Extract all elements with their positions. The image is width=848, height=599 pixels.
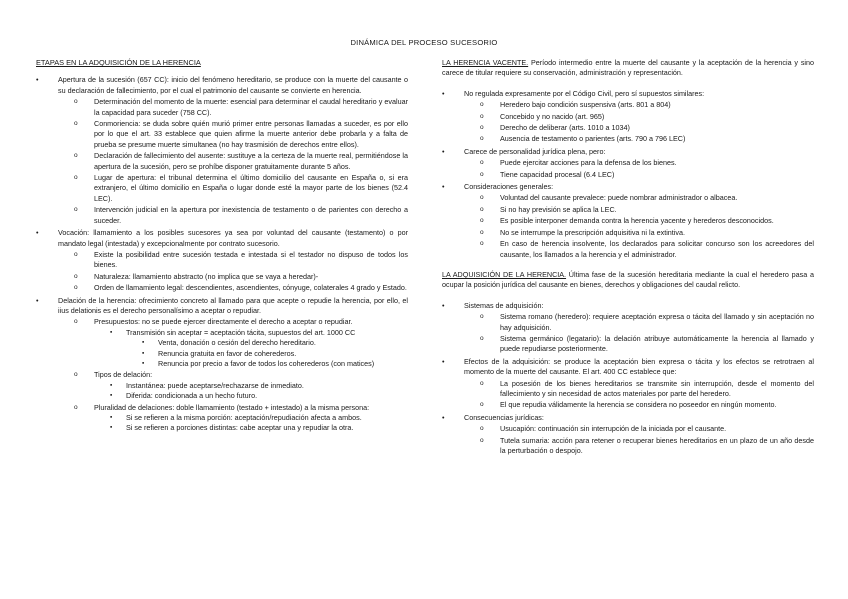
list-item xyxy=(74,403,408,434)
sub-list xyxy=(94,328,408,370)
list-item-text: Sistema romano (heredero): requiere aceptación expresa o tácita del llamado y sin aceptación no hay adquisición. xyxy=(500,312,814,332)
adquisicion-list xyxy=(442,301,814,457)
list-item xyxy=(74,119,408,150)
left-column xyxy=(36,58,408,436)
sub-list xyxy=(464,424,814,456)
list-item-text: Consecuencias jurídicas: xyxy=(464,412,544,422)
document-title: DINÁMICA DEL PROCESO SUCESORIO xyxy=(350,38,498,47)
list-item-text: Si no hay previsión se aplica la LEC. xyxy=(500,204,617,214)
list-item-text: Apertura de la sucesión (657 CC): inicio del fenómeno hereditario, se produce con la muerte del causante o su declaración de fallecimiento, por el cual el patrimonio del causante se convierte en herencia. xyxy=(58,75,408,95)
list-item-text: Conmoriencia: se duda sobre quién murió primer entre personas llamadas a suceder, es por ello por lo que el art. 33 establece que quien afirme la muerte anterior debe probarla y a falta de prueba se presume muerte simultanea (no hay trasmisión de derechos entre ellos). xyxy=(94,119,408,149)
list-item-text: Orden de llamamiento legal: descendientes, ascendientes, cónyuge, colaterales 4 grado y Estado. xyxy=(94,283,407,293)
list-item xyxy=(110,381,408,391)
list-item-text: Es posible interponer demanda contra la herencia yacente y herederos desconocidos. xyxy=(500,216,774,226)
list-item-text: Determinación del momento de la muerte: esencial para determinar el caudal hereditario y evaluar la capacidad para suceder (758 CC). xyxy=(94,97,408,117)
list-item-text: Efectos de la adquisición: se produce la aceptación bien expresa o tácita y los efectos se retrotraen al momento de la muerte del causante. El art. 400 CC establece que: xyxy=(464,356,814,377)
sub-list xyxy=(58,317,408,433)
section-heading-etapas: ETAPAS EN LA ADQUISICIÓN DE LA HERENCIA xyxy=(36,58,201,67)
list-item xyxy=(442,89,814,145)
adquisicion-label: LA ADQUISICIÓN DE LA HERENCIA. xyxy=(442,269,567,279)
list-item xyxy=(74,283,408,293)
list-item-text: Heredero bajo condición suspensiva (arts. 801 a 804) xyxy=(500,100,671,110)
list-item xyxy=(480,112,814,122)
list-item xyxy=(480,123,814,133)
list-item xyxy=(74,205,408,226)
list-item-text: Existe la posibilidad entre sucesión testada e intestada si el testador no dispuso de todos los bienes. xyxy=(94,249,408,270)
list-item-text: Renuncia por precio a favor de todos los coherederos (con matices) xyxy=(158,358,375,368)
list-item xyxy=(480,216,814,226)
list-item xyxy=(110,391,408,401)
adquisicion-paragraph xyxy=(442,270,814,291)
list-item-text: Delación de la herencia: ofrecimiento concreto al llamado para que acepte o repudie la herencia, por ello, el iius delationis es el derecho personalísimo a aceptar o repudiar. xyxy=(58,295,408,315)
herencia-yacente-paragraph xyxy=(442,58,814,79)
list-item xyxy=(110,413,408,423)
list-item xyxy=(36,228,408,293)
sub-list xyxy=(464,100,814,145)
list-item-text: Voluntad del causante prevalece: puede nombrar administrador o albacea. xyxy=(500,193,738,203)
right-column xyxy=(442,58,814,458)
list-item-text: Sistemas de adquisición: xyxy=(464,300,544,310)
list-item-text: Naturaleza: llamamiento abstracto (no implica que se vaya a heredar)- xyxy=(94,271,319,281)
list-item-text: Venta, donación o cesión del derecho hereditario. xyxy=(158,338,316,348)
herencia-yacente-text: Período intermedio entre la muerte del causante y la aceptación de la herencia y sino carece de titular requiere su conservación, administración y representación. xyxy=(442,58,815,78)
herencia-yacente-list xyxy=(442,89,814,260)
list-item-text: Carece de personalidad jurídica plena, pero: xyxy=(464,146,606,156)
list-item xyxy=(110,328,408,370)
list-item xyxy=(142,359,408,369)
list-item-text: Puede ejercitar acciones para la defensa de los bienes. xyxy=(500,158,677,168)
list-item-text: Concebido y no nacido (art. 965) xyxy=(500,111,605,121)
list-item-text: Usucapión: continuación sin interrupción de la iniciada por el causante. xyxy=(500,424,727,434)
list-item-text: No regulada expresamente por el Código Civil, pero sí supuestos similares: xyxy=(464,88,705,98)
list-item-text: El que repudia válidamente la herencia se considera no poseedor en ningún momento. xyxy=(500,400,777,410)
list-item-text: Derecho de deliberar (arts. 1010 a 1034) xyxy=(500,123,630,133)
list-item-text: Presupuestos: no se puede ejercer directamente el derecho a aceptar o repudiar. xyxy=(94,317,353,327)
etapas-list xyxy=(36,75,408,433)
list-item-text: Intervención judicial en la apertura por inexistencia de testamento o de parientes con derecho a suceder. xyxy=(94,205,408,225)
list-item-text: Consideraciones generales: xyxy=(464,182,554,192)
list-item-text: Ausencia de testamento o parientes (arts. 790 a 796 LEC) xyxy=(500,134,686,144)
list-item xyxy=(480,379,814,400)
list-item xyxy=(74,272,408,282)
list-item xyxy=(480,312,814,333)
list-item-text: Instantánea: puede aceptarse/rechazarse de inmediato. xyxy=(126,380,304,390)
list-item-text: Transmisión sin aceptar = aceptación tácita, supuestos del art. 1000 CC xyxy=(126,327,356,337)
list-item xyxy=(480,205,814,215)
sub-list xyxy=(94,381,408,402)
sub-list xyxy=(58,250,408,294)
list-item xyxy=(142,349,408,359)
list-item xyxy=(142,338,408,348)
list-item xyxy=(480,100,814,110)
list-item xyxy=(74,151,408,172)
list-item xyxy=(74,250,408,271)
list-item xyxy=(480,134,814,144)
list-item-text: Diferida: condicionada a un hecho futuro. xyxy=(126,391,258,401)
adquisicion-text: Última fase de la sucesión hereditaria mediante la cual el heredero pasa a ocupar la posición jurídica del causante en bienes, derechos y obligaciones del caudal relicto. xyxy=(442,269,814,290)
list-item xyxy=(74,173,408,204)
list-item xyxy=(74,370,408,401)
list-item xyxy=(442,182,814,260)
list-item-text: Vocación: llamamiento a los posibles sucesores ya sea por voluntad del causante (testamento) o por mandato legal (intestada) y excepcionalmente por contrato sucesorio. xyxy=(58,228,408,248)
list-item xyxy=(442,147,814,180)
list-item xyxy=(36,75,408,226)
sub-list xyxy=(464,193,814,259)
list-item-text: Sistema germánico (legatario): la delación atribuye automáticamente la herencia al llamado y puede repudiarse posteriormente. xyxy=(500,333,814,354)
list-item-text: Renuncia gratuita en favor de coherederos. xyxy=(158,348,297,358)
list-item xyxy=(442,357,814,411)
list-item xyxy=(36,296,408,434)
list-item xyxy=(480,239,814,260)
list-item-text: Lugar de apertura: el tribunal determina el último domicilio del causante en España o, si era extranjero, el último domicilio en España o lugar donde esté la mayor parte de los bienes (52.4 LEC). xyxy=(94,173,408,203)
sub-list xyxy=(94,413,408,434)
list-item-text: Tipos de delación: xyxy=(94,370,153,380)
list-item-text: Si se refieren a porciones distintas: cabe aceptar una y repudiar la otra. xyxy=(126,423,354,433)
list-item xyxy=(442,413,814,457)
list-item xyxy=(480,158,814,168)
list-item-text: Tutela sumaria: acción para retener o recuperar bienes hereditarios en un plazo de un año desde la perturbación o despojo. xyxy=(500,435,814,455)
list-item xyxy=(480,400,814,410)
sub-list xyxy=(464,379,814,411)
list-item xyxy=(480,228,814,238)
list-item xyxy=(442,301,814,355)
list-item-text: No se interrumpe la prescripción adquisitiva ni la extintiva. xyxy=(500,227,685,237)
herencia-yacente-label: LA HERENCIA VACENTE. xyxy=(442,58,529,67)
list-item xyxy=(480,334,814,355)
list-item xyxy=(74,317,408,369)
list-item-text: En caso de herencia insolvente, los declarados para solicitar concurso son los acreedores del causante, los llamados a la herencia y el administrador. xyxy=(500,239,814,259)
sub-list xyxy=(126,338,408,369)
list-item xyxy=(480,436,814,457)
list-item xyxy=(480,193,814,203)
sub-list xyxy=(464,312,814,355)
list-item-text: Tiene capacidad procesal (6.4 LEC) xyxy=(500,169,615,179)
list-item xyxy=(74,97,408,118)
list-item-text: Declaración de fallecimiento del ausente: sustituye a la certeza de la muerte real, permitiéndose la apertura de la sucesión, pero se prohíbe disponer gratuitamente durante 5 años. xyxy=(94,151,408,171)
list-item-text: Si se refieren a la misma porción: aceptación/repudiación afecta a ambos. xyxy=(126,413,362,422)
list-item xyxy=(480,170,814,180)
list-item-text: La posesión de los bienes hereditarios se transmite sin interrupción, desde el momento del fallecimiento y sin necesidad de actos materiales por parte del heredero. xyxy=(500,378,814,398)
list-item-text: Pluralidad de delaciones: doble llamamiento (testado + intestado) a la misma persona: xyxy=(94,402,370,412)
sub-list xyxy=(58,97,408,226)
list-item xyxy=(110,423,408,433)
sub-list xyxy=(464,158,814,180)
list-item xyxy=(480,424,814,434)
